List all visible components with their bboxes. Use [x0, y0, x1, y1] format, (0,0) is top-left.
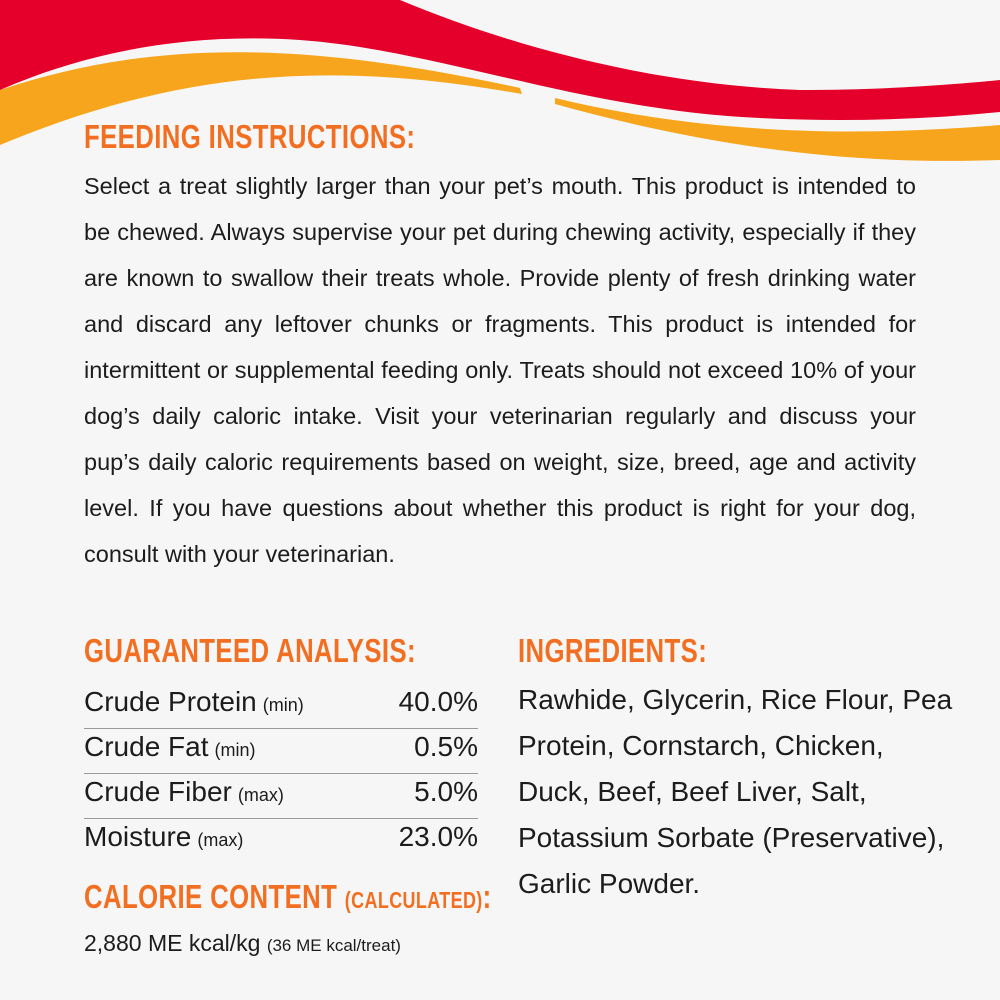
calorie-heading-main: CALORIE CONTENT — [84, 878, 338, 915]
calorie-content-heading — [84, 878, 492, 916]
nutrient-name: Crude Fat — [84, 731, 209, 762]
nutrient-qualifier: (min) — [262, 695, 304, 715]
nutrient-value: 0.5% — [414, 731, 478, 762]
nutrient-name: Crude Fiber — [84, 776, 232, 807]
analysis-row-fiber — [84, 774, 478, 819]
calorie-heading-colon: : — [482, 878, 492, 915]
calorie-per-kg: 2,880 ME kcal/kg — [84, 930, 261, 956]
feeding-instructions-text: Select a treat slightly larger than your pet’s mouth. This product is intended to be chewed. Always supervise your pet during chewing activity, especially if they are known to swallow their treats whole. Provide plenty of fresh drinking water and discard any leftover chunks or fragments. This product is intended for intermittent or supplemental feeding only. Treats should not exceed 10% of your dog’s daily caloric intake. Visit your veterinarian regularly and discuss your pup’s daily caloric requirements based on weight, size, breed, age and activity level. If you have questions about whether this product is right for your dog, consult with your veterinarian. — [84, 173, 916, 567]
guaranteed-analysis-table — [84, 684, 478, 864]
nutrient-value: 5.0% — [414, 776, 478, 807]
nutrient-name: Crude Protein — [84, 686, 257, 717]
calorie-per-treat: (36 ME kcal/treat) — [266, 936, 401, 955]
feeding-instructions-heading: FEEDING INSTRUCTIONS: — [84, 118, 416, 155]
analysis-label — [84, 776, 284, 808]
nutrient-name: Moisture — [84, 821, 192, 852]
analysis-label — [84, 731, 256, 763]
nutrient-value: 23.0% — [398, 821, 478, 852]
guaranteed-analysis-heading: GUARANTEED ANALYSIS: — [84, 632, 416, 669]
ingredients-text: Rawhide, Glycerin, Rice Flour, Pea Protein, Cornstarch, Chicken, Duck, Beef, Beef Liver, Salt, Potassium Sorbate (Preservative), Garlic Powder. — [518, 684, 953, 899]
analysis-row-protein — [84, 684, 478, 729]
ingredients-heading: INGREDIENTS: — [518, 632, 708, 669]
nutrient-qualifier: (min) — [214, 740, 256, 760]
analysis-label — [84, 686, 304, 718]
analysis-row-moisture — [84, 819, 478, 864]
analysis-row-fat — [84, 729, 478, 774]
calorie-content-value — [84, 930, 401, 957]
analysis-label — [84, 821, 243, 853]
nutrient-qualifier: (max) — [237, 785, 284, 805]
nutrient-value: 40.0% — [398, 686, 478, 717]
calorie-heading-sub: (CALCULATED) — [344, 887, 483, 913]
nutrient-qualifier: (max) — [197, 830, 244, 850]
